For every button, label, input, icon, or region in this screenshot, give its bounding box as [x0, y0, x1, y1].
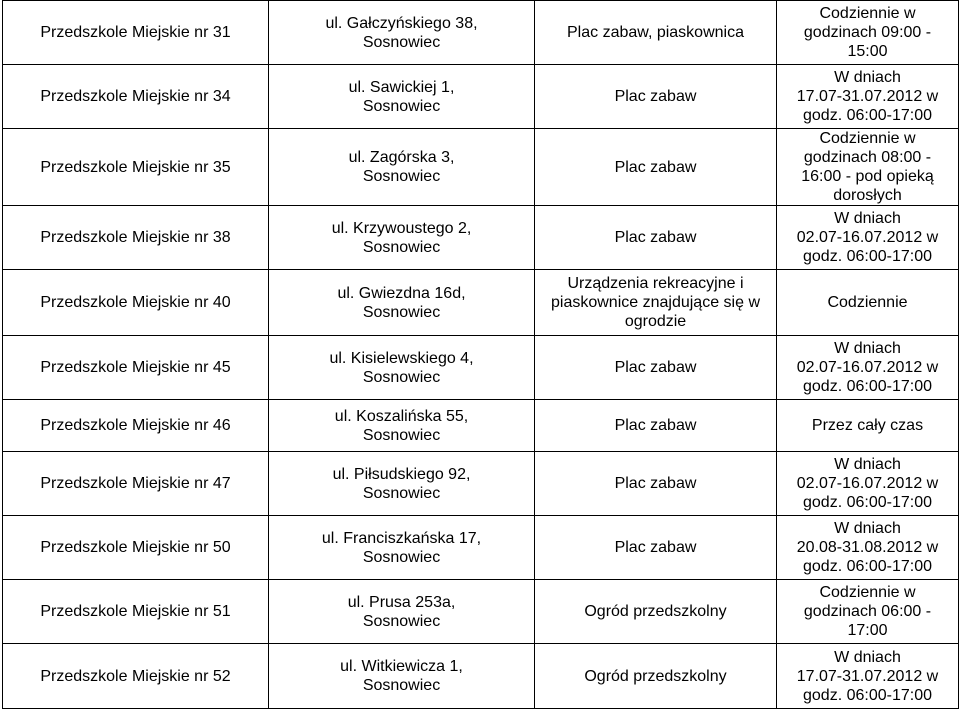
hours-cell	[777, 580, 959, 644]
table-row	[3, 452, 959, 516]
hours-cell	[777, 206, 959, 270]
facility-cell	[535, 516, 777, 580]
address-line: ul. Witkiewicza 1,	[340, 658, 463, 675]
hours-line: 02.07-16.07.2012 w	[796, 359, 939, 376]
address-line: Sosnowiec	[362, 612, 441, 630]
table-row	[3, 270, 959, 336]
hours-cell	[777, 1, 959, 65]
hours-line: Codziennie	[827, 294, 908, 311]
address-cell	[269, 1, 535, 65]
address-line: ul. Prusa 253a,	[347, 593, 456, 611]
address-line: ul. Piłsudskiego 92,	[332, 465, 471, 483]
hours-cell	[777, 65, 959, 129]
hours-cell	[777, 644, 959, 709]
address-cell	[269, 644, 535, 709]
facility-line: Plac zabaw	[614, 88, 697, 105]
kindergarten-table	[2, 0, 959, 709]
hours-line: 20.08-31.08.2012 w	[796, 539, 939, 556]
facility-line: Plac zabaw	[614, 417, 697, 434]
address-line: ul. Zagórska 3,	[348, 149, 455, 166]
address-line: Sosnowiec	[362, 677, 441, 694]
hours-line: 15:00	[847, 43, 888, 60]
facility-cell	[535, 452, 777, 516]
hours-line: godzinach 06:00 -	[803, 603, 932, 620]
school-name-cell: Przedszkole Miejskie nr 46	[3, 400, 269, 452]
school-name-cell: Przedszkole Miejskie nr 51	[3, 580, 269, 644]
address-line: Sosnowiec	[362, 548, 441, 566]
school-name-cell: Przedszkole Miejskie nr 52	[3, 644, 269, 709]
address-cell	[269, 65, 535, 129]
address-cell	[269, 452, 535, 516]
address-line: Sosnowiec	[362, 33, 441, 51]
address-line: ul. Koszalińska 55,	[334, 407, 469, 425]
facility-line: Ogród przedszkolny	[584, 603, 727, 620]
table-row	[3, 400, 959, 452]
facility-line: Urządzenia rekreacyjne i	[567, 275, 744, 292]
address-cell	[269, 336, 535, 400]
address-line: Sosnowiec	[362, 303, 441, 321]
hours-line: W dniach	[834, 648, 901, 666]
hours-line: W dniach	[834, 520, 901, 537]
facility-cell	[535, 644, 777, 709]
facility-cell	[535, 580, 777, 644]
school-name-cell: Przedszkole Miejskie nr 50	[3, 516, 269, 580]
hours-line: W dniach	[834, 456, 901, 473]
table-row	[3, 580, 959, 644]
facility-cell	[535, 206, 777, 270]
hours-line: 16:00 - pod opieką	[801, 168, 934, 185]
hours-line: godz. 06:00-17:00	[803, 248, 932, 265]
hours-line: 17:00	[847, 622, 888, 639]
address-cell	[269, 270, 535, 336]
hours-line: Codziennie w	[819, 5, 916, 22]
school-name-cell: Przedszkole Miejskie nr 35	[3, 129, 269, 206]
facility-cell	[535, 129, 777, 206]
facility-line: Plac zabaw	[614, 158, 697, 176]
school-name-cell: Przedszkole Miejskie nr 31	[3, 1, 269, 65]
hours-cell	[777, 336, 959, 400]
address-cell	[269, 129, 535, 206]
hours-line: W dniach	[834, 69, 901, 86]
hours-line: 02.07-16.07.2012 w	[796, 475, 939, 492]
address-line: ul. Krzywoustego 2,	[331, 219, 472, 237]
school-name-cell: Przedszkole Miejskie nr 34	[3, 65, 269, 129]
table-row	[3, 65, 959, 129]
table-row	[3, 1, 959, 65]
address-line: Sosnowiec	[362, 368, 441, 386]
hours-cell	[777, 452, 959, 516]
table-body	[3, 1, 959, 709]
address-line: ul. Kisielewskiego 4,	[329, 349, 474, 367]
facility-line: Plac zabaw	[614, 229, 697, 246]
facility-cell	[535, 65, 777, 129]
table-row	[3, 129, 959, 206]
school-name-cell: Przedszkole Miejskie nr 38	[3, 206, 269, 270]
hours-line: godz. 06:00-17:00	[803, 107, 932, 124]
hours-line: Codziennie w	[819, 130, 916, 147]
address-cell	[269, 400, 535, 452]
address-cell	[269, 580, 535, 644]
hours-cell	[777, 400, 959, 452]
hours-line: 17.07-31.07.2012 w	[796, 667, 939, 685]
hours-line: W dniach	[834, 210, 901, 227]
address-line: ul. Gwiezdna 16d,	[337, 284, 466, 302]
school-name-cell: Przedszkole Miejskie nr 47	[3, 452, 269, 516]
school-name-cell: Przedszkole Miejskie nr 45	[3, 336, 269, 400]
facility-line: Plac zabaw	[614, 539, 697, 556]
hours-line: godzinach 08:00 -	[803, 149, 932, 166]
hours-line: Codziennie w	[819, 584, 916, 601]
address-cell	[269, 206, 535, 270]
hours-line: dorosłych	[833, 187, 902, 204]
table-row	[3, 644, 959, 709]
facility-cell	[535, 270, 777, 336]
hours-cell	[777, 129, 959, 206]
facility-line: ogrodzie	[624, 313, 687, 330]
hours-line: W dniach	[834, 340, 901, 357]
address-line: Sosnowiec	[362, 484, 441, 502]
hours-line: 17.07-31.07.2012 w	[796, 88, 939, 105]
hours-line: Przez cały czas	[811, 417, 924, 434]
facility-cell	[535, 1, 777, 65]
hours-cell	[777, 270, 959, 336]
facility-line: Plac zabaw	[614, 359, 697, 376]
hours-line: godz. 06:00-17:00	[803, 558, 932, 575]
school-name-cell: Przedszkole Miejskie nr 40	[3, 270, 269, 336]
hours-line: godz. 06:00-17:00	[803, 686, 932, 704]
facility-cell	[535, 336, 777, 400]
hours-line: godzinach 09:00 -	[803, 24, 932, 41]
address-line: Sosnowiec	[362, 238, 441, 256]
hours-line: godz. 06:00-17:00	[803, 494, 932, 511]
facility-line: Plac zabaw, piaskownica	[567, 24, 744, 41]
facility-line: Ogród przedszkolny	[584, 667, 727, 685]
address-line: ul. Gałczyńskiego 38,	[325, 14, 478, 32]
address-line: ul. Sawickiej 1,	[348, 78, 455, 96]
hours-line: godz. 06:00-17:00	[803, 378, 932, 395]
address-line: Sosnowiec	[362, 168, 441, 185]
facility-line: piaskownice znajdujące się w	[551, 294, 760, 311]
facility-cell	[535, 400, 777, 452]
address-line: Sosnowiec	[362, 97, 441, 115]
hours-line: 02.07-16.07.2012 w	[796, 229, 939, 246]
table-row	[3, 336, 959, 400]
table-row	[3, 206, 959, 270]
address-line: Sosnowiec	[362, 426, 441, 444]
hours-cell	[777, 516, 959, 580]
address-line: ul. Franciszkańska 17,	[321, 529, 482, 547]
table-row	[3, 516, 959, 580]
address-cell	[269, 516, 535, 580]
facility-line: Plac zabaw	[614, 475, 697, 492]
